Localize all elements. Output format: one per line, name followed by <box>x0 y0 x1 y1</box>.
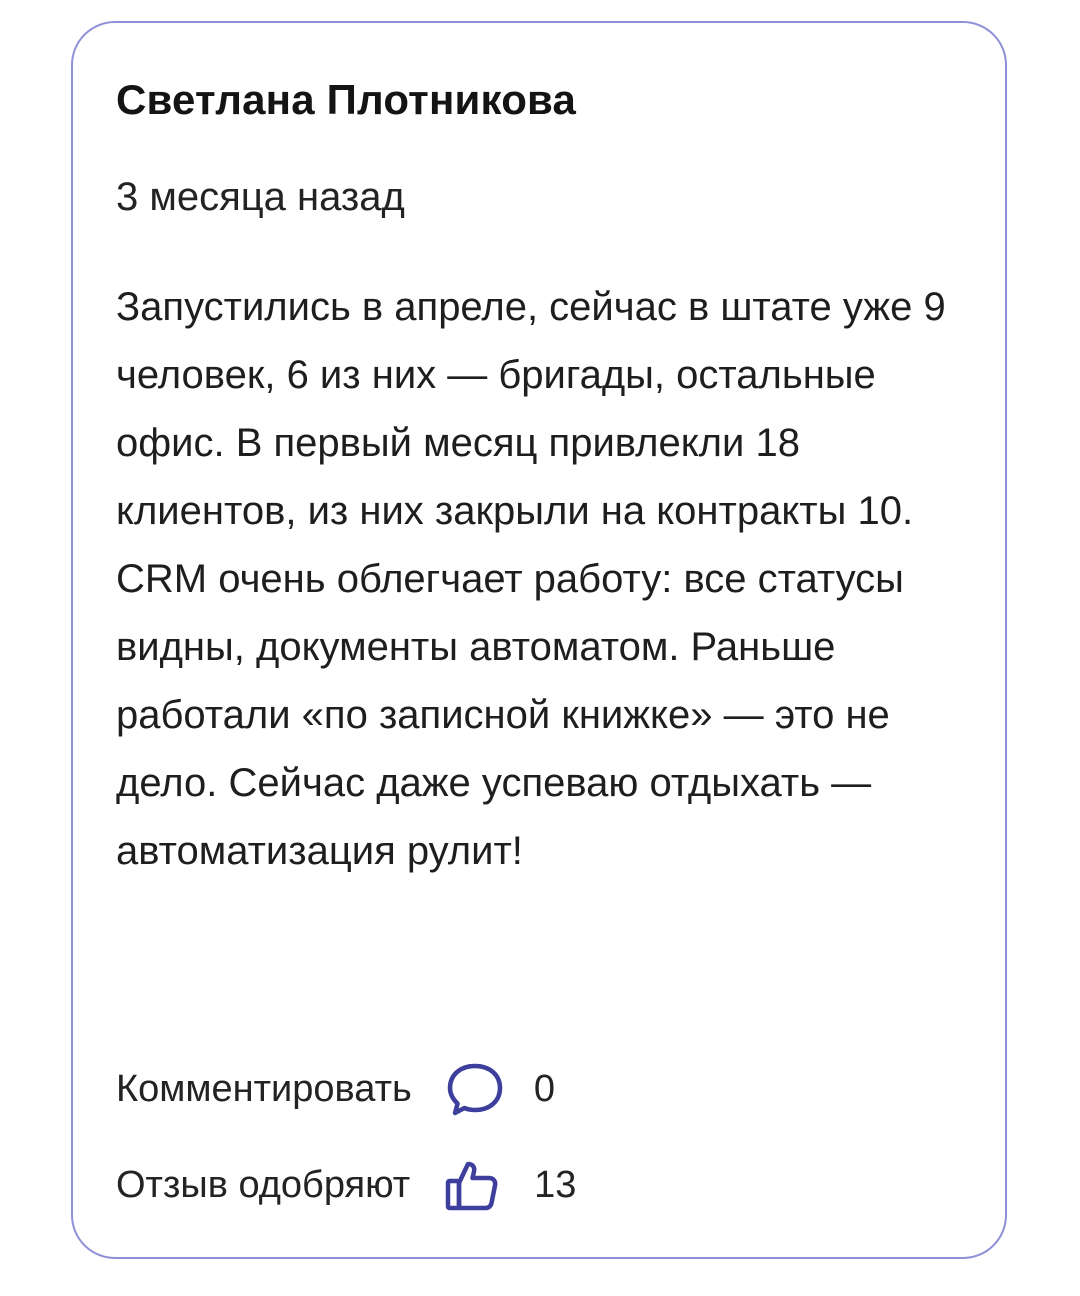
speech-bubble-icon[interactable] <box>446 1060 504 1118</box>
approve-label: Отзыв одобряют <box>116 1164 411 1206</box>
comment-count: 0 <box>533 1068 555 1110</box>
thumbs-up-icon[interactable] <box>444 1157 500 1213</box>
review-date: 3 месяца назад <box>116 175 405 219</box>
approve-count: 13 <box>534 1164 577 1206</box>
review-card <box>71 21 1007 1259</box>
comment-row <box>116 1059 555 1119</box>
approve-row <box>116 1155 576 1215</box>
review-text: Запустились в апреле, сейчас в штате уже 9 человек, 6 из них — бригады, остальные офис. В первый месяц привлекли 18 клиентов, из них закрыли на контракты 10. CRM очень облегчает работу: все статусы видны, документы автоматом. Раньше работали «по записной книжке» — это не дело. Сейчас даже успеваю отдыхать — автоматизация рулит! <box>116 285 946 873</box>
comment-button[interactable]: Комментировать <box>116 1068 412 1110</box>
review-author: Светлана Плотникова <box>116 76 577 123</box>
